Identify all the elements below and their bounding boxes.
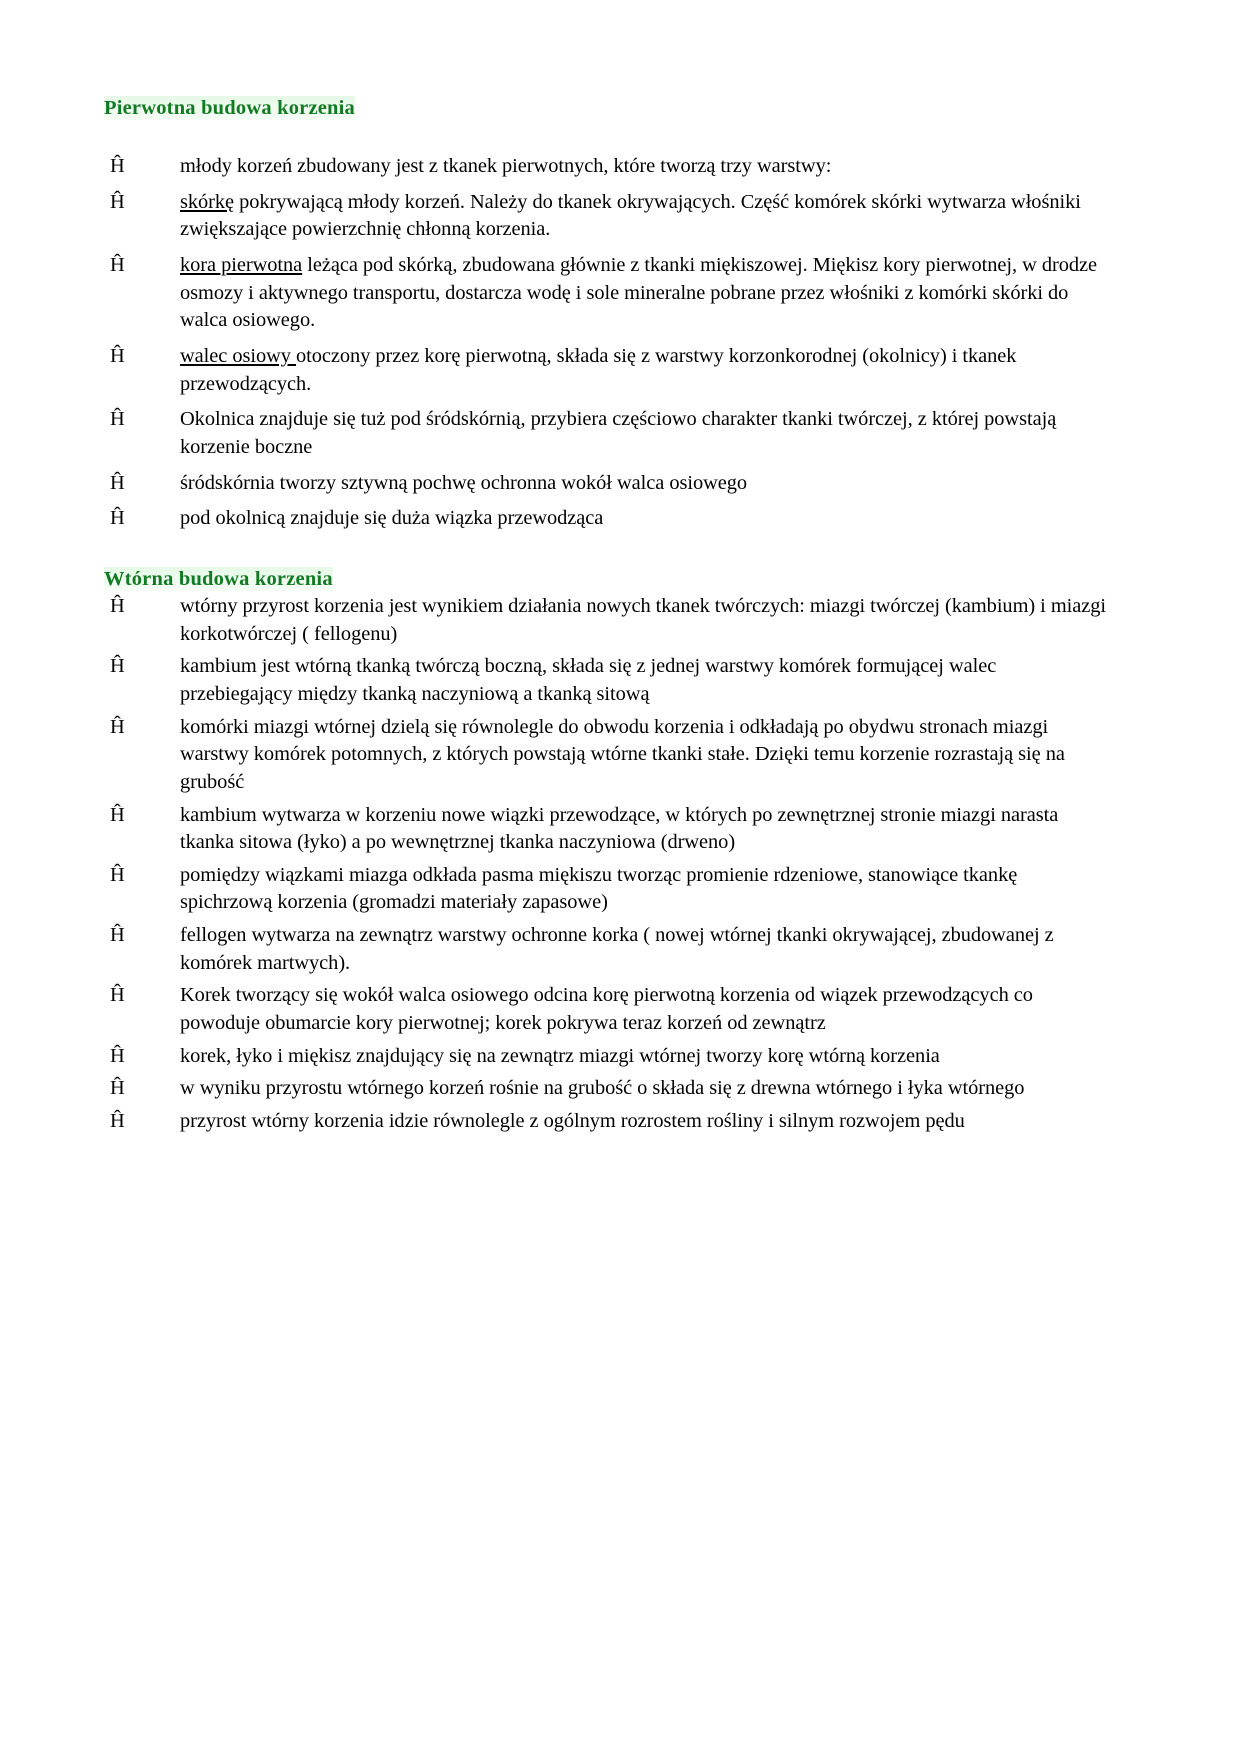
list-item-body: pomiędzy wiązkami miazga odkłada pasma miękiszu tworząc promienie rdzeniowe, stanowiące tkankę spichrzową korzenia (gromadzi materiały zapasowe) <box>180 863 1018 914</box>
list-item-text <box>180 1043 1112 1071</box>
list-item-term: skórkę <box>180 190 235 213</box>
bullet-marker-icon: Ĥ <box>110 924 125 947</box>
bullet-marker-icon: Ĥ <box>110 471 125 494</box>
bullet-marker-icon: Ĥ <box>110 408 125 431</box>
bullet-marker-icon: Ĥ <box>110 715 125 738</box>
section-heading-secondary-block <box>104 567 1112 591</box>
list-item <box>104 922 1112 977</box>
list-item-body: w wyniku przyrostu wtórnego korzeń rośnie na grubość o składa się z drewna wtórnego i łyka wtórnego <box>180 1077 1025 1100</box>
bullet-marker-icon: Ĥ <box>110 803 125 826</box>
list-item-text <box>180 593 1112 648</box>
list-item <box>104 862 1112 917</box>
list-item-text <box>180 862 1112 917</box>
list-item-text <box>180 1075 1112 1103</box>
list-item-text <box>180 714 1112 797</box>
list-item <box>104 343 1112 398</box>
list-item-body: leżąca pod skórką, zbudowana głównie z tkanki miękiszowej. Miękisz kory pierwotnej, w drodze osmozy i aktywnego transportu, dostarcza wodę i sole mineralne pobrane przez włośniki z komórki skórki do walca osiowego. <box>180 254 1098 332</box>
bullet-marker-icon: Ĥ <box>110 863 125 886</box>
bullet-marker-icon: Ĥ <box>110 1044 125 1067</box>
list-item-text <box>180 982 1112 1037</box>
list-item <box>104 1108 1112 1136</box>
list-item-body: wtórny przyrost korzenia jest wynikiem działania nowych tkanek twórczych: miazgi twórczej (kambium) i miazgi korkotwórczej ( fellogenu) <box>180 595 1107 645</box>
list-item-body: pod okolnicą znajduje się duża wiązka przewodząca <box>180 507 604 530</box>
list-item <box>104 653 1112 708</box>
list-item <box>104 252 1112 335</box>
section-heading-pierwotna-budowa-korzenia: Pierwotna budowa korzenia <box>104 97 355 119</box>
list-item-text <box>180 922 1112 977</box>
list-item-body: korek, łyko i miękisz znajdujący się na zewnątrz miazgi wtórnej tworzy korę wtórną korzenia <box>180 1044 940 1067</box>
list-item <box>104 982 1112 1037</box>
section-heading-primary-block <box>104 96 1112 120</box>
bullet-marker-icon: Ĥ <box>110 254 125 277</box>
bullet-marker-icon: Ĥ <box>110 655 125 678</box>
heading-spacer <box>104 120 1112 153</box>
list-item-body: komórki miazgi wtórnej dzielą się równolegle do obwodu korzenia i odkładają po obydwu stronach miazgi warstwy komórek potomnych, z których powstają wtórne tkanki stałe. Dzięki temu korzenie rozrastają się na grubość <box>180 715 1065 793</box>
section-spacer <box>104 533 1112 567</box>
document-body <box>104 96 1112 1136</box>
list-item-text <box>180 406 1112 461</box>
list-item <box>104 802 1112 857</box>
bullet-marker-icon: Ĥ <box>110 155 125 178</box>
bullet-marker-icon: Ĥ <box>110 984 125 1007</box>
list-item-body: kambium jest wtórną tkanką twórczą boczną, składa się z jednej warstwy komórek formującej walec przebiegający między tkanką naczyniową a tkanką sitową <box>180 655 997 705</box>
bullet-marker-icon: Ĥ <box>110 1109 125 1132</box>
bullet-marker-icon: Ĥ <box>110 507 125 530</box>
list-item-body: otoczony przez korę pierwotną, składa się z warstwy korzonkorodnej (okolnicy) i tkanek przewodzących. <box>180 345 1017 395</box>
list-item-body: młody korzeń zbudowany jest z tkanek pierwotnych, które tworzą trzy warstwy: <box>180 155 832 178</box>
list-item-body: Korek tworzący się wokół walca osiowego odcina korę pierwotną korzenia od wiązek przewodzących co powoduje obumarcie kory pierwotnej; korek pokrywa teraz korzeń od zewnątrz <box>180 984 1033 1035</box>
bullet-list-wtorna <box>104 593 1112 1136</box>
list-item-term: kora pierwotna <box>180 254 303 277</box>
list-item-text <box>180 252 1112 335</box>
bullet-list-pierwotna <box>104 153 1112 533</box>
bullet-marker-icon: Ĥ <box>110 595 125 618</box>
list-item <box>104 505 1112 533</box>
list-item <box>104 1043 1112 1071</box>
list-item-body: przyrost wtórny korzenia idzie równolegle z ogólnym rozrostem rośliny i silnym rozwojem pędu <box>180 1109 965 1132</box>
list-item-body: kambium wytwarza w korzeniu nowe wiązki przewodzące, w których po zewnętrznej stronie miazgi narasta tkanka sitowa (łyko) a po wewnętrznej tkanka naczyniowa (drweno) <box>180 803 1059 854</box>
list-item-text <box>180 1108 1112 1136</box>
list-item-text <box>180 653 1112 708</box>
list-item-text <box>180 470 1112 498</box>
list-item <box>104 1075 1112 1103</box>
list-item-text <box>180 802 1112 857</box>
list-item-body: fellogen wytwarza na zewnątrz warstwy ochronne korka ( nowej wtórnej tkanki okrywającej, zbudowanej z komórek martwych). <box>180 924 1054 974</box>
list-item-body: Okolnica znajduje się tuż pod śródskórnią, przybiera częściowo charakter tkanki twórczej, z której powstają korzenie boczne <box>180 408 1057 458</box>
list-item <box>104 593 1112 648</box>
list-item-body: pokrywającą młody korzeń. Należy do tkanek okrywających. Część komórek skórki wytwarza włośniki zwiększające powierzchnię chłonną korzenia. <box>180 190 1081 241</box>
list-item <box>104 406 1112 461</box>
list-item-term: walec osiowy <box>180 345 296 368</box>
list-item-text <box>180 153 1112 181</box>
list-item <box>104 714 1112 797</box>
bullet-marker-icon: Ĥ <box>110 345 125 368</box>
list-item-text <box>180 505 1112 533</box>
section-heading-wtorna-budowa-korzenia: Wtórna budowa korzenia <box>104 567 333 590</box>
list-item <box>104 470 1112 498</box>
list-item-text <box>180 343 1112 398</box>
list-item-text <box>180 189 1112 244</box>
bullet-marker-icon: Ĥ <box>110 1077 125 1100</box>
bullet-marker-icon: Ĥ <box>110 190 125 213</box>
list-item <box>104 189 1112 244</box>
list-item-body: śródskórnia tworzy sztywną pochwę ochronna wokół walca osiowego <box>180 471 748 494</box>
list-item <box>104 153 1112 181</box>
